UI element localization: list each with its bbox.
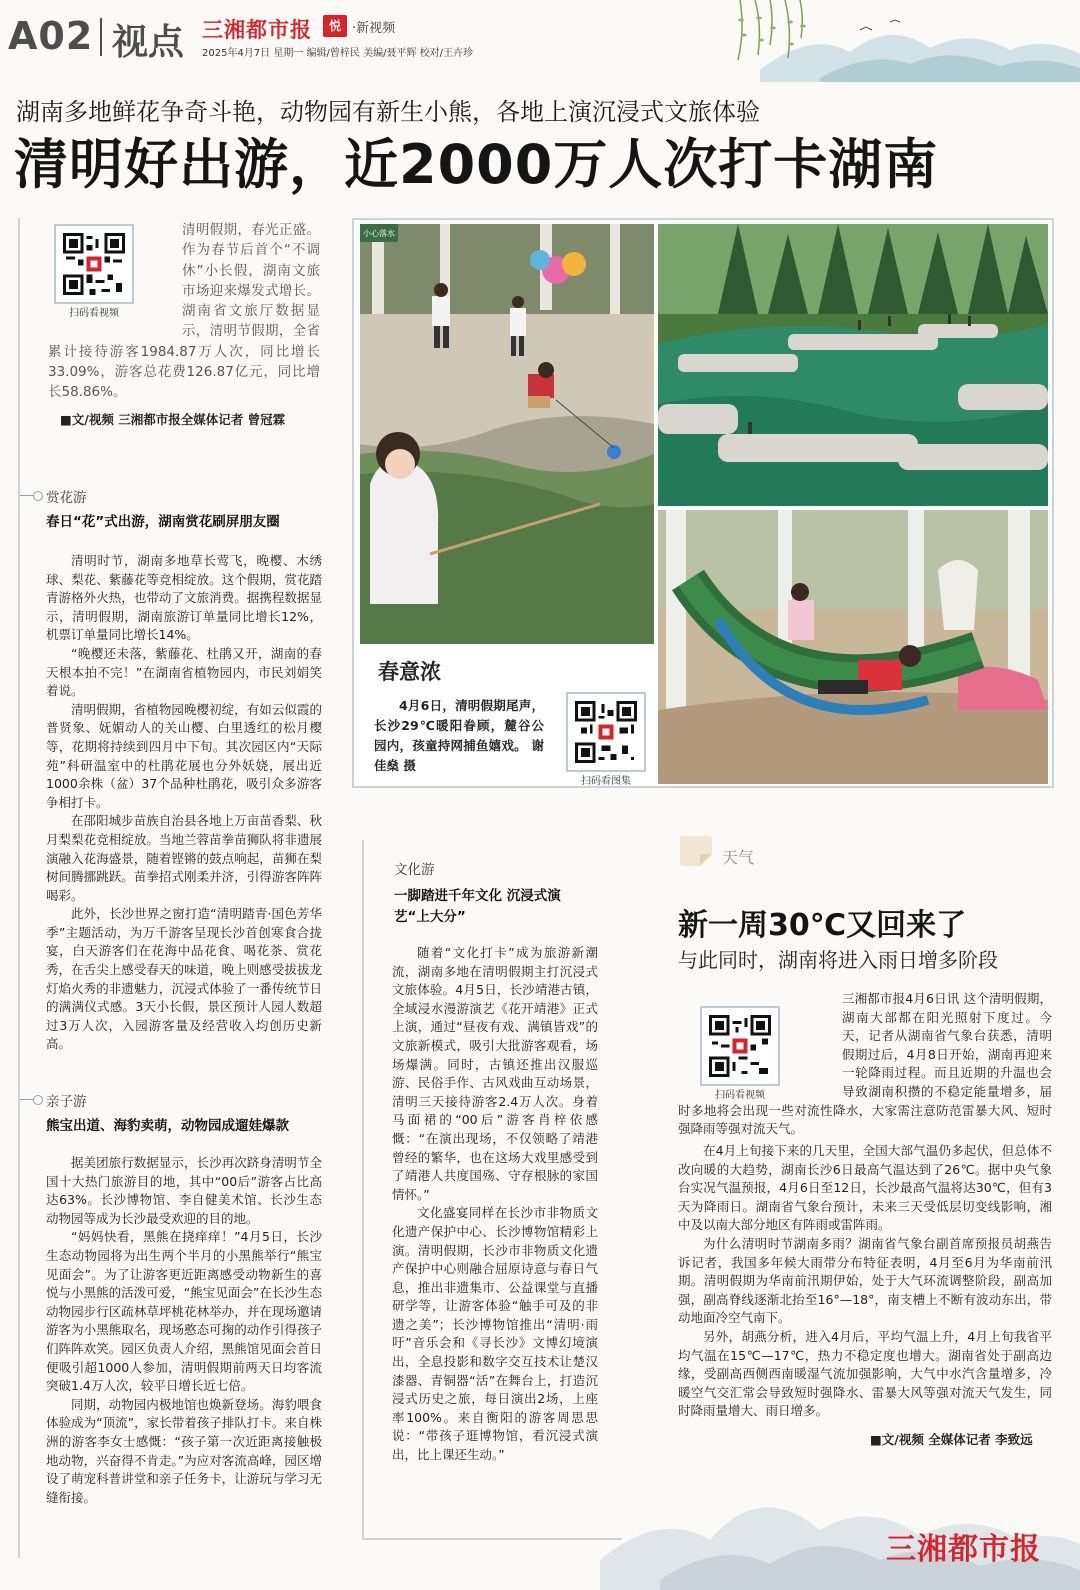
paragraph: 在4月上旬接下来的几天里，全国大部气温仍多起伏，但总体不改向暖的大趋势，湖南长沙6日最高气温达到了26℃。据中央气象台实况气温预报，4月6日至12日，长沙最高气温将达30℃，但有3天为降雨日。湖南省气象台预计，未来三天受低层切变线影响，湘中及以南大部分地区有阵雨或雷阵雨。 bbox=[678, 1143, 1052, 1233]
qr-code-icon[interactable] bbox=[700, 1006, 780, 1086]
intro-text: 清明假期，春光正盛。作为春节后首个“不调休”小长假，湖南文旅市场迎来爆发式增长。湖南省文旅厅数据显示，清明节假期，全省累计接待游客1984.87万人次，同比增长33.09%，游客总花费126.87亿元，同比增长58.86%。 bbox=[48, 222, 320, 401]
intro-byline: ■文/视频 三湘都市报全媒体记者 曾冠霖 bbox=[60, 412, 286, 427]
photo-kids-fishing[interactable] bbox=[360, 224, 654, 644]
culture-heading bbox=[394, 858, 564, 928]
issue-info: 2025年4月7日 星期一 编辑/曾梓民 美编/聂平辉 校对/王卉珍 bbox=[202, 48, 473, 59]
paragraph: 在邵阳城步苗族自治县各地上万亩苗香梨、秋月梨梨花竞相绽放。当地兰蓉苗拳苗狮队将非遗展演融入花海盛景，随着铿锵的鼓点响起，苗狮在梨树间腾挪跳跃。苗拳招式刚柔并济，引得游客阵阵喝彩。 bbox=[46, 813, 322, 903]
page-number: A02 bbox=[8, 14, 94, 58]
section-marker-icon bbox=[20, 1094, 42, 1106]
qr-label: 扫码看图集 bbox=[581, 776, 631, 787]
flowers-title: 春日“花”式出游，湖南赏花刷屏朋友圈 bbox=[46, 514, 280, 530]
intro-box bbox=[32, 220, 324, 432]
weather-subtitle: 与此同时，湖南将进入雨日增多阶段 bbox=[678, 948, 998, 972]
qr-label: 扫码看视频 bbox=[715, 1090, 765, 1101]
brand-sub: ·新视频 bbox=[352, 21, 396, 36]
flowers-body bbox=[46, 552, 322, 1054]
flowers-kicker: 赏花游 bbox=[46, 490, 87, 506]
family-heading bbox=[46, 1090, 289, 1134]
intro-qr-code[interactable] bbox=[54, 224, 134, 318]
section-marker-icon bbox=[20, 490, 42, 502]
family-kicker: 亲子游 bbox=[46, 1094, 87, 1110]
qr-code-icon[interactable] bbox=[54, 224, 134, 304]
section-name: 视点 bbox=[112, 22, 185, 63]
photo-block bbox=[352, 218, 1054, 788]
weather-title: 新一周30℃又回来了 bbox=[678, 908, 967, 943]
paragraph: 为什么清明时节湖南多雨？湖南省气象台副首席预报员胡燕告诉记者，我国多年候大雨带分布特征表明，4月至6月为华南前汛期。清明假期为华南前汛期伊始，处于大气环流调整阶段，副高加强，副高脊线逐渐北抬至16°—18°，南支槽上不断有波动东出，带动地面冷空气南下。 bbox=[678, 1235, 1052, 1326]
weather-tag: 天气 bbox=[722, 848, 755, 867]
culture-title: 一脚踏进千年文化 沉浸式演艺“上大分” bbox=[394, 888, 561, 925]
paragraph: “妈妈快看，黑熊在挠痒痒！”4月5日，长沙生态动物园将为出生两个半月的小黑熊举行“熊宝见面会”。为了让游客更近距离感受动物新生的喜悦与小黑熊的活泼可爱，“熊宝见面会”在长沙生态动物园步行区疏林草坪桃花林举办，并在现场邀请游客为小黑熊取名，现场憨态可掬的动作引得孩子们阵阵欢笑。园区负责人介绍，黑熊馆见面会首日便吸引超1000人参加，清明假期前两天日均客流突破1.4万人次，较平日增长近七倍。 bbox=[46, 1229, 322, 1394]
paragraph: 清明假期，省植物园晚樱初绽，有如云似霞的普贤象、妩媚动人的关山樱、白里透红的松月樱等，花期将持续到四月中下旬。其次园区内“天际苑”科研温室中的杜鹃花展也分外妖娆，展出近1000余株（盆）37个品种杜鹃花，吸引众多游客争相打卡。 bbox=[46, 701, 322, 810]
culture-body bbox=[392, 944, 598, 1465]
svg-text:小心落水: 小心落水 bbox=[363, 229, 395, 238]
brand-badge-icon: 悦 bbox=[323, 15, 347, 37]
paragraph: 文化盛宴同样在长沙市非物质文化遗产保护中心、长沙博物馆精彩上演。清明假期，长沙市非物质文化遗产保护中心则融合屈原诗意与春日气息，推出非遗集市、公益课堂与直播研学等，让游客体验“触手可及的非遗之美”；长沙博物馆推出“清明·雨吁”音乐会和《寻长沙》文博幻境演出，全息投影和数字交互技术让楚汉漆器、青铜器“活”在舞台上，打造沉浸式历史之旅，每日演出2场，上座率100%。来自衡阳的游客周思思说：“带孩子逛博物馆，看沉浸式演出，比上课还生动。” bbox=[392, 1205, 598, 1463]
footer-logo: 三湘都市报 bbox=[886, 1532, 1041, 1567]
photo-hammocks[interactable] bbox=[658, 510, 1048, 784]
paragraph: “晚樱还未落，紫藤花、杜鹃又开，湖南的春天根本拍不完！”在湖南省植物园内，市民刘娟笑着说。 bbox=[46, 645, 322, 699]
photo-caption-text: 4月6日，清明假期尾声，长沙29℃暖阳眷顾，麓谷公园内，孩童持网捕鱼嬉戏。 谢佳燊 摄 bbox=[374, 698, 544, 773]
flowers-heading bbox=[46, 486, 280, 530]
qr-label: 扫码看视频 bbox=[69, 308, 119, 319]
paragraph: 同期，动物园内极地馆也焕新登场。海豹喂食体验成为“顶流”，家长带着孩子排队打卡。来自株洲的游客李女士感慨：“孩子第一次近距离接触极地动物，兴奋得不肯走。”为应对客流高峰，园区增设了萌宠科普讲堂和亲子任务卡，让游玩与学习无缝衔接。 bbox=[46, 1396, 322, 1505]
paragraph: 据美团旅行数据显示，长沙再次跻身清明节全国十大热门旅游目的地，其中“00后”游客占比高达63%。长沙博物馆、李自健美术馆、长沙生态动物园等成为长沙最受欢迎的目的地。 bbox=[46, 1155, 322, 1226]
masthead bbox=[0, 0, 1080, 80]
weather-tag-icon bbox=[678, 832, 716, 870]
paragraph: 此外，长沙世界之窗打造“清明踏青·国色芳华季”主题活动，为万千游客呈现长沙首创寒食合拢宴，白天游客们在花海中品花食、喝花茶、赏花秀，在舌尖上感受春天的味道，晚上则感受拔拔龙灯焰火秀的非遗魅力，沉浸式体验了一番传统节日的满满仪式感。3天小长假，景区预计人园人数超过3万人次，入园游客量及经营收入均创历史新高。 bbox=[46, 906, 322, 1052]
photo-caption-box bbox=[360, 650, 656, 787]
weather-body bbox=[678, 1142, 1052, 1421]
family-title: 熊宝出道、海豹卖萌，动物园成遛娃爆款 bbox=[46, 1118, 289, 1134]
paragraph: 另外，胡燕分析，进入4月后，平均气温上升，4月上旬我省平均气温在15℃—17℃，热力不稳定度也增大。湖南省处于副高边缘，受副高西侧西南暖湿气流加强影响，大气中水汽含量增多，冷暖空气交汇常会导致短时强降水、雷暴大风等强对流天气发生，同时降雨量增大、雨日增多。 bbox=[678, 1328, 1052, 1419]
photo-caption-title: 春意浓 bbox=[378, 660, 441, 684]
family-body bbox=[46, 1154, 322, 1507]
weather-intro: 三湘都市报4月6日讯 这个清明假期，湖南大部都在阳光照射下度过。今天，记者从湖南省气象台获悉，清明假期过后，4月8日开始，湖南再迎来一轮降雨过程。而且近期的升温也会导致湖南积攒的不稳定能量增多，届时多地将会出现一些对流性降水，大家需注意防范雷暴大风、短时强降雨等强对流天气。 bbox=[678, 991, 1052, 1137]
culture-kicker: 文化游 bbox=[394, 862, 435, 878]
paragraph: 随着“文化打卡”成为旅游新潮流，湖南多地在清明假期主打沉浸式文旅体验。4月5日，长沙靖港古镇，全域浸水漫游演艺《花开靖港》正式上演，通过“昼夜有戏、满镇皆戏”的文旅新模式，吸引大批游客观看，场场爆满。同时，古镇还推出汉服巡游、民俗手作、古风戏曲互动场景，清明三天接待游客2.4万人次。身着马面裙的“00后”游客肖梓依感慨：“在演出现场，不仅领略了靖港曾经的繁华，也在这场大戏里感受到了靖港人共度国殇、守存根脉的家国情怀。” bbox=[392, 945, 598, 1202]
newspaper-logo: 三湘都市报 bbox=[202, 18, 312, 42]
headline: 清明好出游，近2000万人次打卡湖南 bbox=[14, 133, 939, 196]
gallery-qr-code[interactable] bbox=[566, 692, 646, 786]
weather-qr-code[interactable] bbox=[700, 1006, 780, 1100]
qr-code-icon[interactable] bbox=[566, 692, 646, 772]
landscape-ink-illustration bbox=[700, 0, 1080, 82]
headline-kicker: 湖南多地鲜花争奇斗艳，动物园有新生小熊，各地上演沉浸式文旅体验 bbox=[16, 98, 760, 126]
paragraph: 清明时节，湖南多地草长莺飞，晚樱、木绣球、梨花、紫藤花等竞相绽放。这个假期，赏花踏青游格外火热，也带动了文旅消费。据携程数据显示，清明假期，湖南旅游订单量同比增长12%，机票订单量同比增长14%。 bbox=[46, 553, 322, 643]
masthead-divider bbox=[100, 18, 102, 56]
photo-green-pond[interactable] bbox=[658, 224, 1048, 506]
weather-byline: ■文/视频 全媒体记者 李致远 bbox=[870, 1432, 1033, 1447]
